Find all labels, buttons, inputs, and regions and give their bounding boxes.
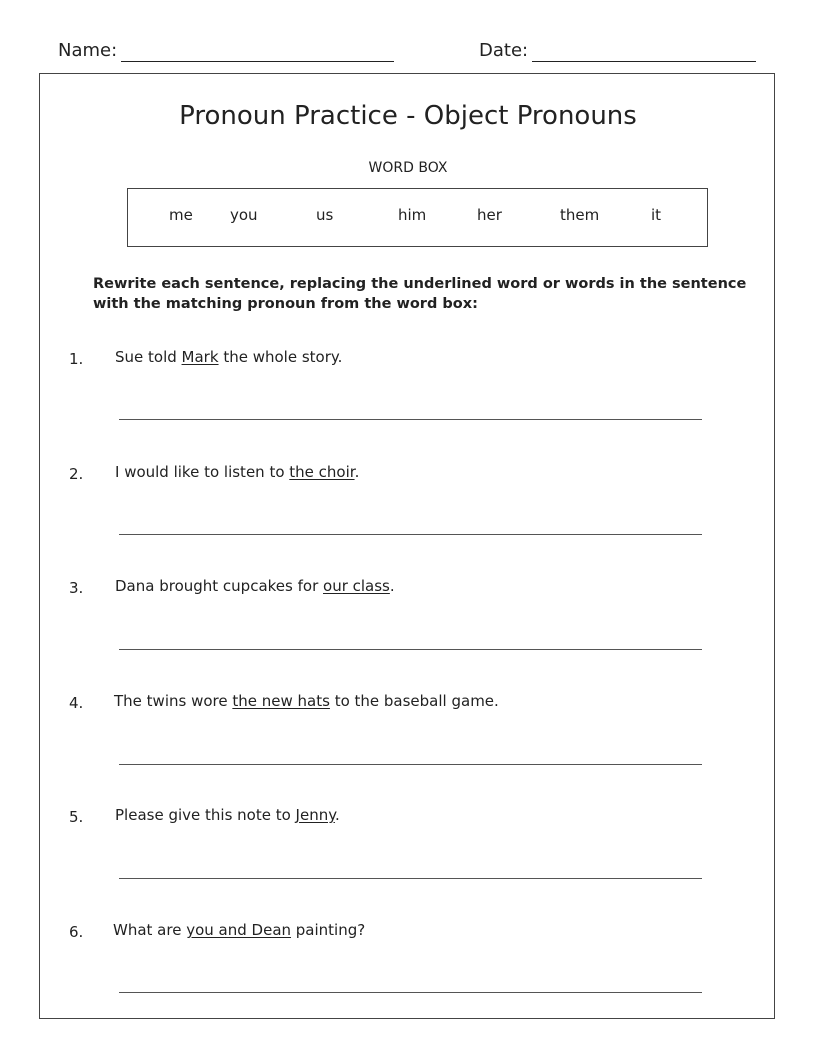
date-field[interactable]	[479, 40, 756, 62]
question-underlined: the new hats	[232, 692, 330, 710]
question-text-after: .	[389, 577, 395, 595]
name-field[interactable]	[58, 40, 394, 62]
word-box	[127, 188, 708, 247]
question-text-before: What are	[113, 921, 187, 939]
word-box-word: them	[560, 206, 600, 224]
page-title: Pronoun Practice - Object Pronouns	[179, 101, 637, 131]
word-box-word: him	[398, 206, 427, 224]
question-number: 3.	[69, 579, 84, 597]
word-box-label: WORD BOX	[368, 160, 448, 176]
question-text-after: to the baseball game.	[329, 692, 499, 710]
name-input-line[interactable]	[121, 43, 394, 62]
question-sentence	[113, 920, 365, 940]
question-underlined: the choir	[289, 463, 355, 481]
answer-line[interactable]	[119, 649, 702, 650]
question-number: 2.	[69, 465, 84, 483]
question-text-after: the whole story.	[218, 348, 343, 366]
question-sentence	[115, 462, 359, 482]
question-underlined: Jenny	[295, 806, 335, 824]
question-number: 1.	[69, 350, 84, 368]
name-label: Name:	[58, 40, 118, 61]
question-sentence	[115, 805, 340, 825]
question-text-after: .	[334, 806, 340, 824]
question-sentence	[114, 691, 499, 711]
question-number: 4.	[69, 694, 84, 712]
answer-line[interactable]	[119, 419, 702, 420]
date-label: Date:	[479, 40, 529, 61]
answer-line[interactable]	[119, 992, 702, 993]
date-input-line[interactable]	[532, 43, 756, 62]
question-underlined: our class	[323, 577, 390, 595]
answer-line[interactable]	[119, 764, 702, 765]
question-text-before: Please give this note to	[115, 806, 296, 824]
answer-line[interactable]	[119, 878, 702, 879]
question-underlined: Mark	[181, 348, 219, 366]
answer-line[interactable]	[119, 534, 702, 535]
question-text-before: I would like to listen to	[115, 463, 290, 481]
question-number: 5.	[69, 808, 84, 826]
question-sentence	[115, 347, 342, 367]
question-text-after: .	[354, 463, 360, 481]
word-box-word: it	[651, 206, 662, 224]
word-box-word: her	[477, 206, 502, 224]
word-box-word: us	[316, 206, 334, 224]
instructions: Rewrite each sentence, replacing the underlined word or words in the sentence with the matching pronoun from the word box:	[93, 276, 747, 312]
question-underlined: you and Dean	[186, 921, 292, 939]
question-number: 6.	[69, 923, 84, 941]
word-box-word: you	[230, 206, 258, 224]
question-text-after: painting?	[291, 921, 366, 939]
question-text-before: Sue told	[115, 348, 182, 366]
question-text-before: The twins wore	[114, 692, 233, 710]
question-text-before: Dana brought cupcakes for	[115, 577, 324, 595]
word-box-word: me	[169, 206, 193, 224]
question-sentence	[115, 576, 395, 596]
